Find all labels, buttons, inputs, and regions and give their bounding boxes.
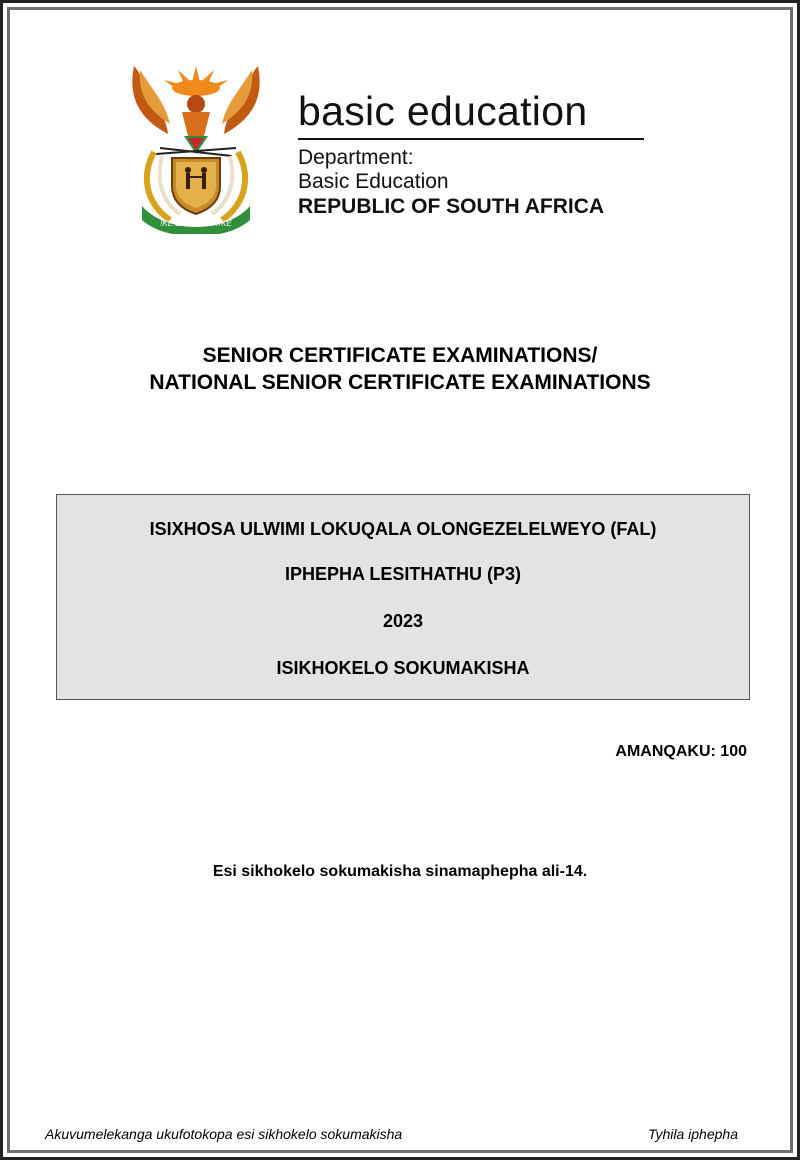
- page-count-note: Esi sikhokelo sokumakisha sinamaphepha ali-14.: [212, 863, 588, 880]
- exam-heading-line1: SENIOR CERTIFICATE EXAMINATIONS/: [202, 344, 598, 367]
- department-name: Basic Education: [298, 170, 449, 193]
- coat-of-arms-icon: [126, 56, 266, 234]
- document-type: ISIKHOKELO SOKUMAKISHA: [276, 658, 530, 678]
- subject-title: ISIXHOSA ULWIMI LOKUQALA OLONGEZELELWEYO (FAL): [149, 519, 657, 539]
- exam-heading: [0, 342, 800, 396]
- total-marks: AMANQAKU: 100: [615, 743, 747, 760]
- svg-text:!KE E: /XARRA //KE: !KE E: /XARRA //KE: [160, 219, 232, 228]
- department-label: Department:: [298, 146, 414, 169]
- paper-number: IPHEPHA LESITHATHU (P3): [284, 564, 521, 584]
- exam-year: 2023: [382, 611, 424, 631]
- department-block: [298, 88, 648, 220]
- copyright-notice: Akuvumelekanga ukufotokopa esi sikhokelo sokumakisha: [45, 1126, 403, 1142]
- paper-info-box: [56, 494, 750, 700]
- department-title: basic education: [298, 88, 644, 140]
- turn-over-note: Tyhila iphepha: [647, 1126, 738, 1142]
- exam-heading-line2: NATIONAL SENIOR CERTIFICATE EXAMINATIONS: [149, 371, 651, 394]
- country-name: REPUBLIC OF SOUTH AFRICA: [298, 195, 605, 218]
